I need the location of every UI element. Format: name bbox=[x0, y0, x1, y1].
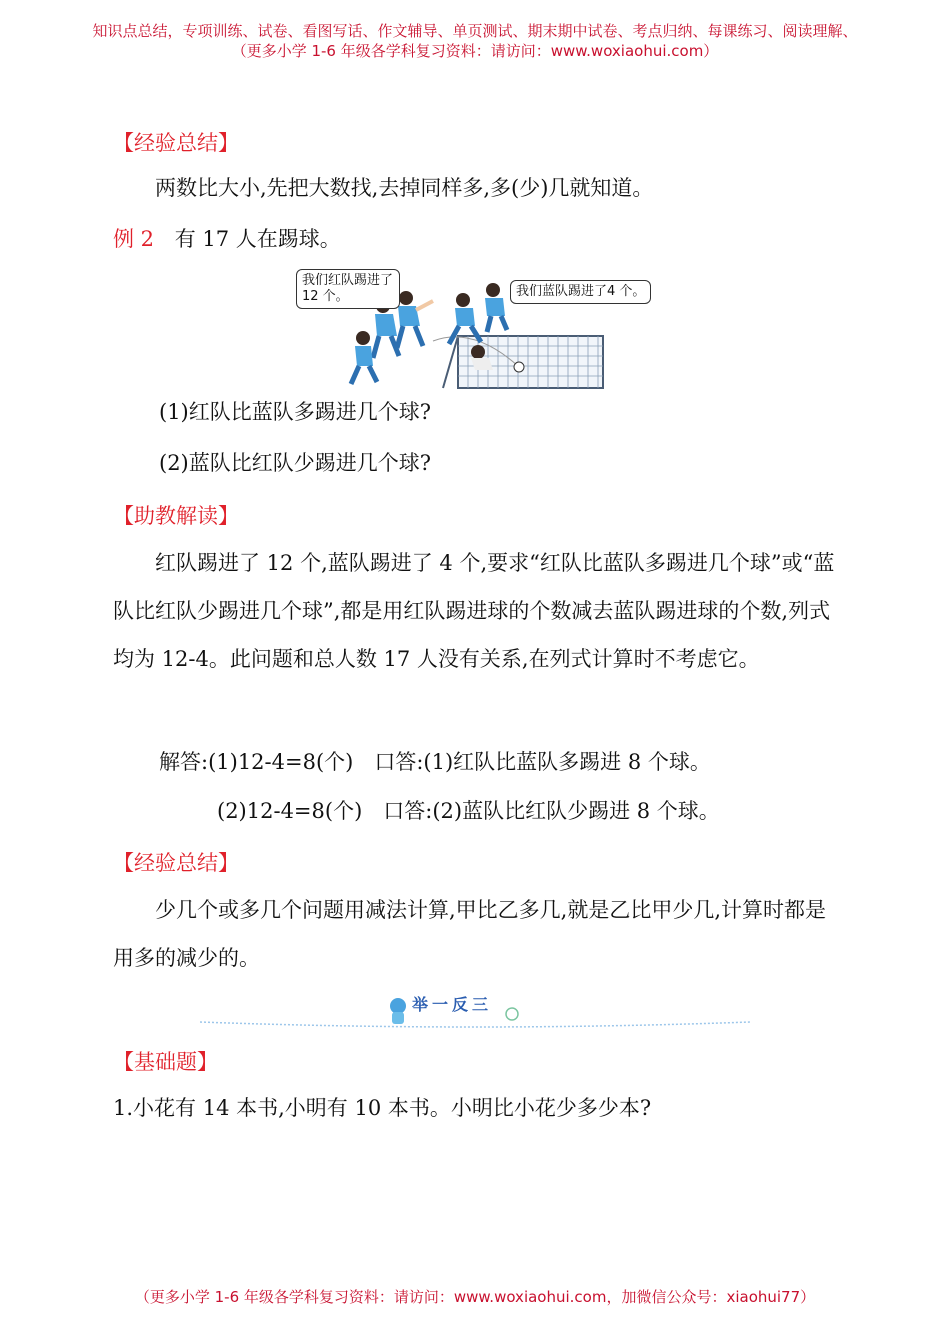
section-banner bbox=[200, 990, 750, 1035]
example-text: 有 17 人在踢球。 bbox=[174, 227, 341, 251]
explanation-paragraph bbox=[113, 539, 843, 683]
summary-paragraph-2 bbox=[113, 886, 843, 982]
section-title-explanation: 【助教解读】 bbox=[113, 504, 239, 528]
explanation-text: 红队踢进了 12 个,蓝队踢进了 4 个,要求“红队比蓝队多踢进几个球”或“蓝队比红队少踢进几个球”,都是用红队踢进球的个数减去蓝队踢进球的个数,列式均为 12-4。此问题和总人数 17 人没有关系,在列式计算时不考虑它。 bbox=[113, 551, 835, 671]
summary-text-2: 少几个或多几个问题用减法计算,甲比乙多几,就是乙比甲少几,计算时都是用多的减少的。 bbox=[113, 898, 827, 970]
soccer-illustration bbox=[293, 266, 663, 390]
example-label: 例 2 bbox=[113, 227, 155, 251]
goal-net bbox=[443, 336, 603, 388]
summary-text: 两数比大小,先把大数找,去掉同样多,多(少)几就知道。 bbox=[155, 176, 654, 200]
banner-title: 举一反三 bbox=[412, 995, 493, 1014]
footer-text: （更多小学 1-6 年级各学科复习资料：请访问：www.woxiaohui.com，加微信公众号：xiaohui77） bbox=[134, 1288, 816, 1306]
basic-question-1: 1.小花有 14 本书,小明有 10 本书。小明比小花少多少本? bbox=[113, 1096, 652, 1120]
answer-line-2: (2)12-4=8(个) 口答:(2)蓝队比红队少踢进 8 个球。 bbox=[217, 799, 720, 823]
speech-bubble-red: 我们红队踢进了12 个。 bbox=[296, 269, 400, 309]
mascot-icon bbox=[390, 998, 406, 1014]
ball bbox=[514, 362, 524, 372]
section-title-summary-2: 【经验总结】 bbox=[113, 851, 239, 875]
answer-line-1: 解答:(1)12-4=8(个) 口答:(1)红队比蓝队多踢进 8 个球。 bbox=[159, 750, 711, 774]
swirl-icon bbox=[506, 1008, 518, 1020]
section-title-summary: 【经验总结】 bbox=[113, 131, 239, 155]
question-1: (1)红队比蓝队多踢进几个球? bbox=[159, 400, 432, 424]
speech-bubble-blue: 我们蓝队踢进了4 个。 bbox=[510, 280, 651, 304]
section-title-basic: 【基础题】 bbox=[113, 1050, 218, 1074]
header-line-1: 知识点总结，专项训练、试卷、看图写话、作文辅导、单页测试、期末期中试卷、考点归纳、每课练习、阅读理解、 bbox=[92, 22, 858, 40]
example-line bbox=[113, 227, 341, 252]
question-2: (2)蓝队比红队少踢进几个球? bbox=[159, 451, 432, 475]
header-line-2: （更多小学 1-6 年级各学科复习资料：请访问：www.woxiaohui.com） bbox=[231, 42, 719, 60]
